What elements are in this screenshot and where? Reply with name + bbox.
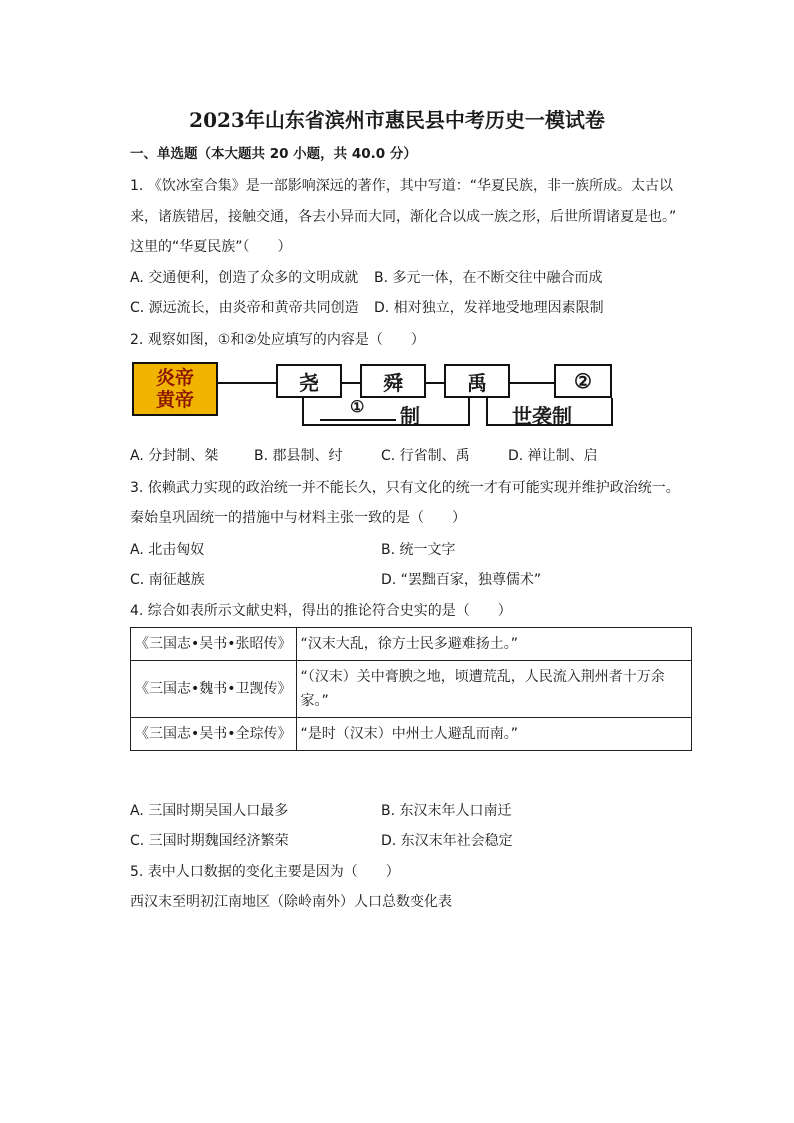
q1-option-b[interactable]: B. 多元一体，在不断交往中融合而成	[374, 270, 603, 286]
blank-2-box	[554, 364, 612, 398]
succession-diagram	[130, 360, 615, 428]
q3-option-a[interactable]: A. 北击匈奴	[130, 542, 205, 558]
q3-option-b[interactable]: B. 统一文字	[381, 542, 456, 558]
source-title-cell: 《三国志•吴书•张昭传》	[131, 628, 297, 661]
huang-di-label: 黄帝	[155, 389, 194, 411]
bracket-line	[611, 398, 613, 426]
q3-stem-line-2: 秦始皇巩固统一的措施中与材料主张一致的是（ ）	[130, 510, 466, 526]
yu-box	[444, 364, 510, 398]
connector-line	[510, 382, 554, 384]
bracket-line	[302, 424, 470, 426]
table-row	[131, 718, 692, 751]
table-row	[131, 661, 692, 718]
q1-option-c[interactable]: C. 源远流长，由炎帝和黄帝共同创造	[130, 300, 359, 316]
page-title: 2023年山东省滨州市惠民县中考历史一模试卷	[189, 108, 605, 132]
q3-option-d[interactable]: D. “罢黜百家，独尊儒术”	[381, 572, 542, 588]
bracket-line	[486, 398, 488, 426]
q2-option-a[interactable]: A. 分封制、桀	[130, 448, 219, 464]
section-heading: 一、单选题（本大题共 20 小题，共 40.0 分）	[130, 146, 417, 162]
q1-stem-line-1: 1. 《饮冰室合集》是一部影响深远的著作，其中写道：“华夏民族，非一族所成。太古以	[130, 178, 674, 194]
q5-stem: 5. 表中人口数据的变化主要是因为（ ）	[130, 864, 400, 880]
bracket-line	[302, 398, 304, 426]
q2-option-d[interactable]: D. 禅让制、启	[508, 448, 598, 464]
source-table	[130, 627, 692, 751]
q2-option-b[interactable]: B. 郡县制、纣	[254, 448, 343, 464]
q1-stem-line-3: 这里的“华夏民族”（ ）	[130, 239, 292, 255]
shun-label: 舜	[383, 370, 403, 395]
q4-option-c[interactable]: C. 三国时期魏国经济繁荣	[130, 833, 289, 849]
q3-option-c[interactable]: C. 南征越族	[130, 572, 205, 588]
connector-line	[426, 382, 444, 384]
source-quote-cell: “是时（汉末）中州士人避乱而南。”	[296, 718, 691, 751]
yan-di-label: 炎帝	[155, 367, 194, 389]
blank-1-mark: ①	[350, 397, 365, 416]
shun-box	[360, 364, 426, 398]
q4-option-d[interactable]: D. 东汉末年社会稳定	[381, 833, 513, 849]
q1-stem-line-2: 来，诸族错居，接触交通，各去小异而大同，渐化合以成一族之形，后世所谓诸夏是也。”	[130, 209, 677, 225]
source-quote-cell: “汉末大乱，徐方士民多避难扬土。”	[296, 628, 691, 661]
zhi-label: 制	[400, 404, 420, 428]
q2-stem: 2. 观察如图，①和②处应填写的内容是（ ）	[130, 332, 425, 348]
q3-stem-line-1: 3. 依赖武力实现的政治统一并不能长久，只有文化的统一才有可能实现并维护政治统一。	[130, 480, 680, 496]
source-title-cell: 《三国志•魏书•卫觊传》	[131, 661, 297, 718]
q4-option-b[interactable]: B. 东汉末年人口南迁	[381, 803, 512, 819]
q1-option-d[interactable]: D. 相对独立，发祥地受地理因素限制	[374, 300, 604, 316]
bracket-line	[468, 398, 470, 426]
q2-option-c[interactable]: C. 行省制、禹	[381, 448, 470, 464]
connector-line	[342, 382, 360, 384]
yan-huang-box	[132, 362, 218, 416]
q1-option-a[interactable]: A. 交通便利，创造了众多的文明成就	[130, 270, 359, 286]
hereditary-system-label: 世袭制	[512, 404, 572, 428]
blank-2-label: ②	[574, 369, 592, 393]
q4-stem: 4. 综合如表所示文献史料，得出的推论符合史实的是（ ）	[130, 603, 512, 619]
yu-label: 禹	[467, 370, 487, 395]
blank-1-underline	[320, 419, 396, 421]
q4-option-a[interactable]: A. 三国时期吴国人口最多	[130, 803, 289, 819]
source-title-cell: 《三国志•吴书•全琮传》	[131, 718, 297, 751]
yao-label: 尧	[299, 370, 319, 395]
q5-table-caption: 西汉末至明初江南地区（除岭南外）人口总数变化表	[130, 894, 452, 910]
table-row	[131, 628, 692, 661]
source-quote-cell: “（汉末）关中膏腴之地，顷遭荒乱，人民流入荆州者十万余家。”	[296, 661, 691, 718]
yao-box	[276, 364, 342, 398]
